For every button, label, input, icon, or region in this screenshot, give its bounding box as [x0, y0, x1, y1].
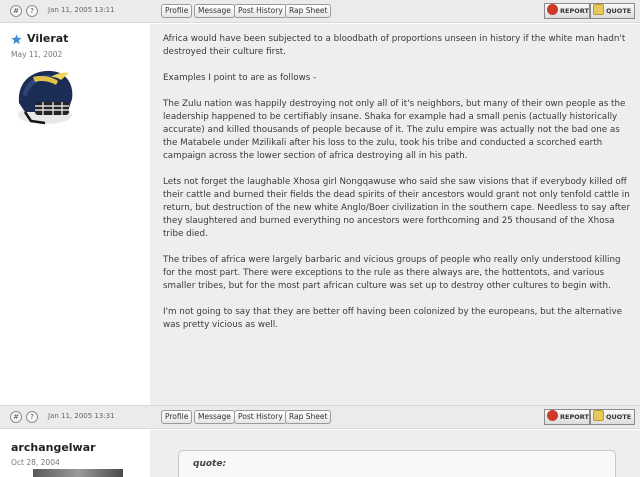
report-label: REPORT: [560, 413, 589, 421]
post-paragraph: Examples I point to are as follows -: [163, 73, 317, 83]
avatar[interactable]: [33, 469, 123, 477]
star-icon: [11, 34, 22, 45]
report-button[interactable]: [544, 409, 590, 425]
post-paragraph: The tribes of africa were largely barbaric and vicious groups of people who really only understood killing for the most part. There were exceptions to the rule as there always are, the hottentots, and various smaller tribes, but for the most part african culture was set up to destroy other cultures to begin with.: [163, 255, 621, 291]
report-label: REPORT: [560, 7, 589, 15]
helmet-avatar[interactable]: [11, 65, 78, 131]
post-paragraph: The Zulu nation was happily destroying not only all of it's neighbors, but many of their own people as the leadership happened to be certifiably insane. Shaka for example had a small penis (actually historically accurate) and killed thousands of people because of it. The zulu empire was actually not the bad one as the Matabele under Mzilikali after his loss to the zulu, took his tribe and conducted a scorched earth campaign across the lower section of africa destroying all in his path.: [163, 99, 626, 161]
author-join-date: May 11, 2002: [11, 50, 63, 59]
post-timestamp: Jan 11, 2005 13:11: [48, 6, 115, 14]
author-name[interactable]: archangelwar: [11, 441, 96, 454]
author-sidebar: [0, 430, 150, 477]
quote-button[interactable]: [590, 409, 635, 425]
report-icon: [547, 410, 558, 421]
quote-heading: quote:: [193, 459, 227, 469]
help-icon[interactable]: ?: [26, 411, 38, 423]
help-icon[interactable]: ?: [26, 5, 38, 17]
post-paragraph: Lets not forget the laughable Xhosa girl Nongqawuse who said she saw visions that if everybody killed off their cattle and burned their fields the dead spirits of their ancestors would grant not only tenfold cattle in return, but destruction of the new white Anglo/Boer civilization in the southern cape. Needless to say after they slaughtered and burned everything no ancestors were forthcoming and 25 thousand of the Xhosa tribe died.: [163, 177, 631, 239]
post-body: [150, 430, 640, 477]
rap-sheet-button[interactable]: Rap Sheet: [285, 410, 331, 424]
quote-button[interactable]: [590, 3, 635, 19]
author-name[interactable]: Vilerat: [27, 32, 69, 45]
post-history-button[interactable]: Post History: [234, 410, 287, 424]
quote-block: [178, 450, 616, 477]
quote-icon: [593, 4, 604, 15]
quote-label: QUOTE: [606, 413, 632, 421]
report-button[interactable]: [544, 3, 590, 19]
message-button[interactable]: Message: [194, 410, 235, 424]
rap-sheet-button[interactable]: Rap Sheet: [285, 4, 331, 18]
profile-button[interactable]: Profile: [161, 410, 192, 424]
report-icon: [547, 4, 558, 15]
post-toolbar: [0, 0, 640, 23]
author-join-date: Oct 28, 2004: [11, 458, 60, 467]
post-paragraph: Africa would have been subjected to a bloodbath of proportions unseen in history if the white man hadn't destroyed their culture first.: [163, 34, 626, 57]
post-link-icon[interactable]: #: [10, 5, 22, 17]
profile-button[interactable]: Profile: [161, 4, 192, 18]
quote-icon: [593, 410, 604, 421]
message-button[interactable]: Message: [194, 4, 235, 18]
quote-label: QUOTE: [606, 7, 632, 15]
post-paragraph: I'm not going to say that they are better off having been colonized by the europeans, but the alternative was pretty vicious as well.: [163, 307, 623, 330]
post-history-button[interactable]: Post History: [234, 4, 287, 18]
post-toolbar: [0, 405, 640, 429]
post-body: [150, 24, 640, 405]
post-link-icon[interactable]: #: [10, 411, 22, 423]
author-sidebar: [0, 24, 150, 405]
post-timestamp: Jan 11, 2005 13:31: [48, 412, 115, 420]
